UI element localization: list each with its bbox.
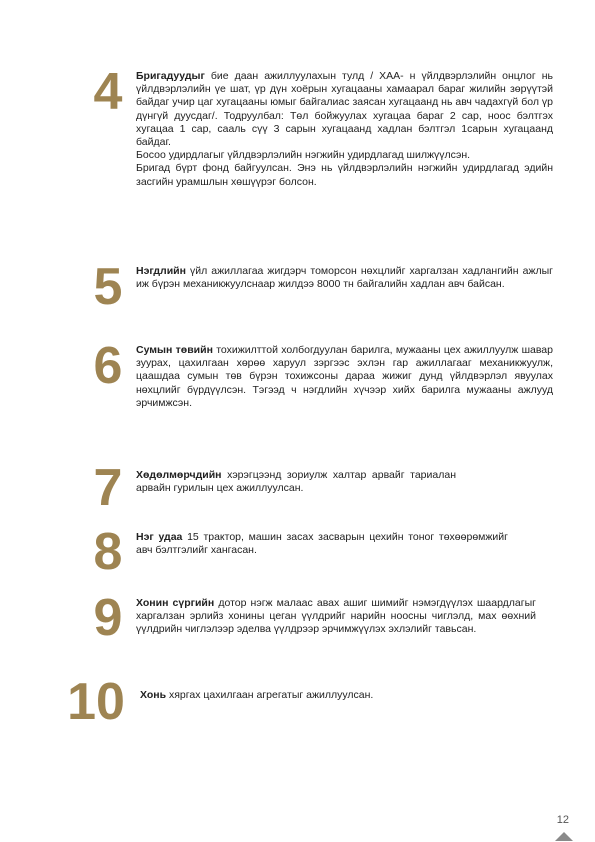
paragraph xyxy=(136,597,536,637)
paragraph-body: хяргах цахилгаан агрегатыг ажиллуулсан. xyxy=(166,689,374,701)
lead-phrase: Нэгдлийн xyxy=(136,265,186,277)
paragraph xyxy=(140,689,460,702)
triangle-up-icon xyxy=(555,832,573,841)
paragraph-body: хэрэгцээнд зориулж халтар арвайг тариалан арвайн гурилын цех ажиллуулсан. xyxy=(136,469,456,495)
paragraph: Бригад бүрт фонд байгуулсан. Энэ нь үйлдвэрлэлийн нэгжийн удирдлагад эдийн засгийн урамшлын хөшүүрэг болсон. xyxy=(136,162,553,188)
paragraph xyxy=(136,531,508,557)
lead-phrase: Хөдөлмөрчдийн xyxy=(136,469,222,481)
lead-phrase: Нэг удаа xyxy=(136,531,183,543)
section-text xyxy=(136,70,553,189)
lead-phrase: Сумын төвийн xyxy=(136,344,213,356)
section-text xyxy=(136,344,553,410)
paragraph-body: бие даан ажиллуулахын тулд / ХАА- н үйлдвэрлэлийн онцлог нь үйлдвэрлэлийн үе шат, үр дүн хоёрын хугацааны хамаарал бараг жилийн зөрүүтэй байдаг учир цаг хугацааны юмыг байгалиас заясан хугацаанд нь авч чадахгүй бол үр дүнгүй дуусдаг/. Тодруулбал: Төл бойжуулах хугацаа бараг 2 сар, ноос бэлтгэх хугацаа 1 сар, сааль сүү 3 сарын хугацаанд хадлан бэлтгэл 1сарын хугацаанд байдаг. xyxy=(136,70,553,149)
section-number: 9 xyxy=(93,589,123,647)
lead-phrase: Хонь xyxy=(140,689,167,701)
section-number: 6 xyxy=(93,337,123,395)
paragraph-body: үйл ажиллагаа жигдэрч томорсон нөхцлийг харгалзан хадлангийн ажлыг иж бүрэн механикжуулснаар жилдээ 8000 тн байгалийн хадлан авч байсан. xyxy=(136,265,553,291)
section-number: 5 xyxy=(93,258,123,316)
section-text xyxy=(136,265,553,291)
section-text xyxy=(136,597,536,637)
section-number: 10 xyxy=(67,673,125,731)
paragraph-body: дотор нэгж малаас авах ашиг шимийг нэмэгдүүлэх шаардлагыг харгалзан эрлийз хонины цеган үүлдрийг нарийн ноосны чиглэлд, мах өөхний үүлдрийн чиглэлээр эделва үүлдрээр эрчимжүүлэх эхлэлийг тавьсан. xyxy=(136,597,536,636)
paragraph xyxy=(136,265,553,291)
section-number: 8 xyxy=(93,523,123,581)
page-number: 12 xyxy=(556,814,569,826)
section-text xyxy=(140,689,460,702)
paragraph-body: тохижилттой холбогдуулан барилга, мужааны цех ажиллуулж шавар зуурах, цахилгаан хөрөө харуул зэргээс эхлэн гар ажиллагааг механикжуулж, цаашдаа сумын төв бүрэн тохижсоны дараа жижиг дунд үйлдвэрлэл явуулах нөхцлийг бүрдүүлсэн. Тэгээд ч нэгдлийн хүчээр хийх барилга мужааны ажлууд эрчимжсэн. xyxy=(136,344,553,409)
paragraph-body: 15 трактор, машин засах засварын цехийн тоног төхөөрөмжийг авч бэлтгэлийг хангасан. xyxy=(136,531,508,557)
section-text xyxy=(136,469,456,495)
paragraph: Босоо удирдлагыг үйлдвэрлэлийн нэгжийн удирдлагад шилжүүлсэн. xyxy=(136,149,471,162)
section-number: 4 xyxy=(93,63,123,121)
section-text xyxy=(136,531,508,557)
paragraph xyxy=(136,469,456,495)
lead-phrase: Хонин сүргийн xyxy=(136,597,215,609)
paragraph xyxy=(136,70,553,149)
lead-phrase: Бригадуудыг xyxy=(136,70,205,82)
section-number: 7 xyxy=(93,459,123,517)
paragraph xyxy=(136,344,553,410)
